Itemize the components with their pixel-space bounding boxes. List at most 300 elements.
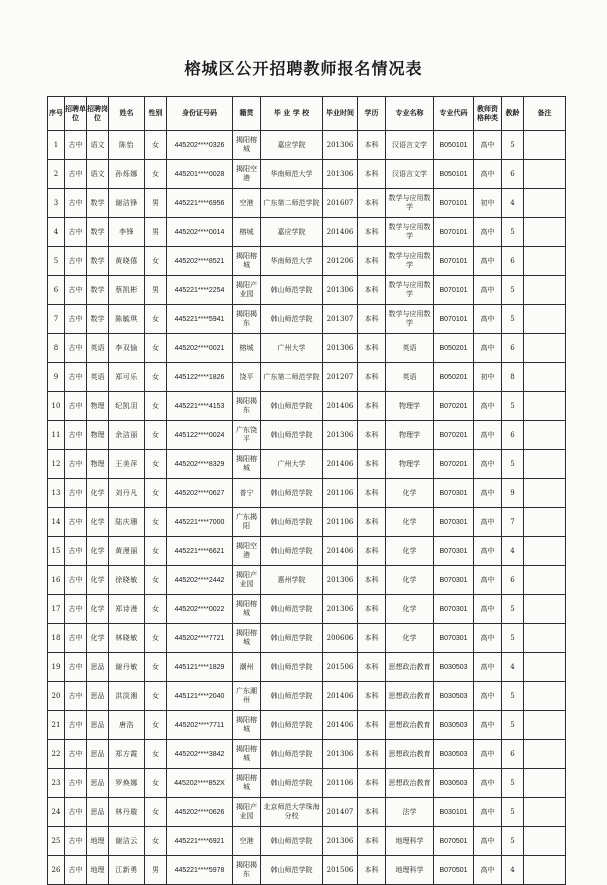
cell-certificate-type: 高中 [474,247,502,276]
cell-native-place: 普宁 [233,479,261,508]
cell-remarks [524,479,566,508]
cell-teaching-years: 5 [502,769,524,798]
cell-code: B050201 [434,334,474,363]
cell-name: 陆庆珊 [109,508,145,537]
cell-gender: 女 [145,392,167,421]
cell-native-place: 揭阳揭东 [233,392,261,421]
cell-post: 数学 [87,218,109,247]
table-row [48,305,566,334]
table-row [48,508,566,537]
cell-index: 11 [48,421,65,450]
cell-gender: 女 [145,363,167,392]
cell-graduation-date: 201607 [323,189,358,218]
cell-post: 数学 [87,189,109,218]
cell-native-place: 揭阳产业园 [233,798,261,827]
cell-post: 物理 [87,421,109,450]
cell-teaching-years: 5 [502,682,524,711]
cell-native-place: 潮州 [233,653,261,682]
cell-teaching-years: 5 [502,595,524,624]
cell-index: 17 [48,595,65,624]
cell-post: 化学 [87,479,109,508]
cell-teaching-years: 8 [502,363,524,392]
cell-gender: 女 [145,624,167,653]
cell-gender: 女 [145,508,167,537]
cell-gender: 女 [145,450,167,479]
cell-native-place: 揭阳榕城 [233,131,261,160]
cell-unit: 古中 [65,856,87,885]
cell-remarks [524,798,566,827]
cell-graduation-date: 201306 [323,334,358,363]
cell-id: 445221****6621 [167,537,233,566]
cell-degree: 本科 [358,363,386,392]
cell-gender: 女 [145,247,167,276]
cell-remarks [524,653,566,682]
cell-school: 韩山师范学院 [261,508,323,537]
cell-unit: 古中 [65,566,87,595]
cell-graduation-date: 201406 [323,682,358,711]
cell-school: 嘉应学院 [261,218,323,247]
cell-major: 英语 [386,363,434,392]
header-cell-major-code: 专业代码 [434,97,474,131]
cell-code: B070101 [434,218,474,247]
cell-teaching-years: 6 [502,247,524,276]
cell-id: 445122****1826 [167,363,233,392]
table-row [48,653,566,682]
cell-code: B070301 [434,537,474,566]
cell-code: B070501 [434,827,474,856]
cell-unit: 古中 [65,131,87,160]
cell-graduation-date: 201406 [323,711,358,740]
cell-name: 黄晓僖 [109,247,145,276]
cell-degree: 本科 [358,218,386,247]
cell-unit: 古中 [65,247,87,276]
cell-code: B070101 [434,189,474,218]
cell-graduation-date: 201406 [323,450,358,479]
cell-post: 思品 [87,682,109,711]
cell-remarks [524,566,566,595]
cell-index: 5 [48,247,65,276]
header-cell-post: 招聘岗位 [87,97,109,131]
cell-code: B030503 [434,682,474,711]
cell-gender: 男 [145,218,167,247]
cell-major: 英语 [386,334,434,363]
cell-native-place: 空港 [233,189,261,218]
cell-teaching-years: 4 [502,653,524,682]
cell-native-place: 揭阳榕城 [233,740,261,769]
cell-certificate-type: 高中 [474,798,502,827]
cell-gender: 女 [145,798,167,827]
cell-native-place: 广东潮州 [233,682,261,711]
cell-code: B070301 [434,508,474,537]
cell-unit: 古中 [65,711,87,740]
cell-school: 韩山师范学院 [261,856,323,885]
cell-code: B030503 [434,711,474,740]
cell-graduation-date: 201306 [323,421,358,450]
cell-graduation-date: 201306 [323,160,358,189]
cell-graduation-date: 201306 [323,595,358,624]
page-title: 榕城区公开招聘教师报名情况表 [184,59,423,78]
cell-school: 广州大学 [261,450,323,479]
cell-id: 445202****8329 [167,450,233,479]
cell-native-place: 榕城 [233,334,261,363]
cell-gender: 女 [145,305,167,334]
cell-teaching-years: 6 [502,421,524,450]
cell-degree: 本科 [358,247,386,276]
table-row [48,276,566,305]
cell-graduation-date: 201106 [323,769,358,798]
table-row [48,334,566,363]
cell-native-place: 揭阳榕城 [233,769,261,798]
cell-name: 谢丹敏 [109,653,145,682]
cell-teaching-years: 5 [502,798,524,827]
cell-major: 数学与应用数学 [386,189,434,218]
cell-teaching-years: 5 [502,276,524,305]
cell-unit: 古中 [65,421,87,450]
cell-degree: 本科 [358,682,386,711]
cell-unit: 古中 [65,595,87,624]
cell-degree: 本科 [358,769,386,798]
cell-index: 19 [48,653,65,682]
cell-name: 谢洁锋 [109,189,145,218]
header-cell-teaching-years: 教龄 [502,97,524,131]
cell-gender: 女 [145,827,167,856]
cell-index: 18 [48,624,65,653]
cell-id: 445201****0028 [167,160,233,189]
cell-id: 445221****2254 [167,276,233,305]
cell-remarks [524,624,566,653]
cell-id: 445121****2040 [167,682,233,711]
cell-name: 黄漫丽 [109,537,145,566]
cell-graduation-date: 201306 [323,740,358,769]
cell-native-place: 揭阳空港 [233,160,261,189]
cell-id: 445221****6956 [167,189,233,218]
cell-name: 罗焕娜 [109,769,145,798]
cell-id: 445221****7000 [167,508,233,537]
cell-school: 韩山师范学院 [261,276,323,305]
cell-degree: 本科 [358,160,386,189]
cell-gender: 男 [145,189,167,218]
cell-teaching-years: 5 [502,305,524,334]
table-row [48,798,566,827]
cell-name: 陈毓琪 [109,305,145,334]
cell-school: 广东第二师范学院 [261,363,323,392]
cell-code: B050101 [434,160,474,189]
header-cell-school: 毕 业 学 校 [261,97,323,131]
cell-teaching-years: 4 [502,856,524,885]
cell-native-place: 饶平 [233,363,261,392]
cell-native-place: 揭阳产业园 [233,566,261,595]
cell-degree: 本科 [358,276,386,305]
table-row [48,392,566,421]
cell-degree: 本科 [358,595,386,624]
table-row [48,624,566,653]
cell-name: 林丹璇 [109,798,145,827]
cell-index: 25 [48,827,65,856]
cell-post: 思品 [87,798,109,827]
cell-degree: 本科 [358,479,386,508]
header-cell-major: 专业名称 [386,97,434,131]
cell-index: 2 [48,160,65,189]
cell-teaching-years: 5 [502,624,524,653]
header-cell-index: 序号 [48,97,65,131]
cell-native-place: 揭阳产业园 [233,276,261,305]
cell-native-place: 揭阳榕城 [233,624,261,653]
cell-graduation-date: 201506 [323,653,358,682]
cell-name: 纪凯羽 [109,392,145,421]
cell-native-place: 空港 [233,827,261,856]
cell-post: 英语 [87,363,109,392]
cell-school: 广州大学 [261,334,323,363]
cell-remarks [524,827,566,856]
cell-index: 3 [48,189,65,218]
cell-unit: 古中 [65,160,87,189]
cell-degree: 本科 [358,653,386,682]
cell-gender: 女 [145,334,167,363]
header-cell-unit: 招聘单位 [65,97,87,131]
cell-index: 15 [48,537,65,566]
cell-major: 化学 [386,624,434,653]
cell-remarks [524,421,566,450]
cell-index: 10 [48,392,65,421]
cell-unit: 古中 [65,740,87,769]
cell-remarks [524,537,566,566]
table-row [48,189,566,218]
cell-school: 广东第二师范学院 [261,189,323,218]
cell-teaching-years: 6 [502,740,524,769]
cell-certificate-type: 高中 [474,856,502,885]
cell-native-place: 揭阳空港 [233,537,261,566]
cell-code: B070101 [434,305,474,334]
table-row [48,363,566,392]
cell-graduation-date: 201307 [323,305,358,334]
cell-certificate-type: 高中 [474,711,502,740]
cell-post: 数学 [87,305,109,334]
cell-school: 韩山师范学院 [261,827,323,856]
cell-teaching-years: 6 [502,160,524,189]
cell-id: 445202****3842 [167,740,233,769]
cell-native-place: 揭阳榕城 [233,595,261,624]
cell-school: 韩山师范学院 [261,305,323,334]
cell-graduation-date: 201406 [323,392,358,421]
cell-index: 20 [48,682,65,711]
cell-gender: 女 [145,682,167,711]
applicant-table [47,96,566,885]
cell-gender: 女 [145,131,167,160]
cell-index: 6 [48,276,65,305]
cell-graduation-date: 201106 [323,508,358,537]
cell-post: 思品 [87,740,109,769]
cell-degree: 本科 [358,450,386,479]
cell-remarks [524,189,566,218]
cell-remarks [524,160,566,189]
cell-major: 地理科学 [386,827,434,856]
cell-gender: 女 [145,740,167,769]
cell-unit: 古中 [65,218,87,247]
cell-code: B030503 [434,769,474,798]
cell-certificate-type: 高中 [474,160,502,189]
cell-name: 郑诗漫 [109,595,145,624]
cell-name: 唐浩 [109,711,145,740]
cell-remarks [524,508,566,537]
cell-unit: 古中 [65,798,87,827]
cell-remarks [524,595,566,624]
cell-degree: 本科 [358,624,386,653]
cell-name: 余洁丽 [109,421,145,450]
cell-school: 韩山师范学院 [261,711,323,740]
cell-certificate-type: 初中 [474,189,502,218]
cell-teaching-years: 5 [502,827,524,856]
cell-code: B070301 [434,566,474,595]
cell-teaching-years: 4 [502,189,524,218]
cell-post: 化学 [87,624,109,653]
cell-code: B050201 [434,363,474,392]
cell-id: 445221****5941 [167,305,233,334]
cell-post: 语文 [87,131,109,160]
cell-graduation-date: 201406 [323,218,358,247]
cell-id: 445202****2442 [167,566,233,595]
cell-index: 13 [48,479,65,508]
cell-graduation-date: 201506 [323,856,358,885]
cell-code: B070301 [434,595,474,624]
cell-major: 化学 [386,537,434,566]
cell-certificate-type: 高中 [474,305,502,334]
cell-gender: 女 [145,653,167,682]
cell-remarks [524,769,566,798]
cell-major: 思想政治教育 [386,740,434,769]
cell-major: 物理学 [386,392,434,421]
cell-unit: 古中 [65,363,87,392]
cell-teaching-years: 7 [502,508,524,537]
cell-name: 李锋 [109,218,145,247]
cell-name: 陈怡 [109,131,145,160]
cell-major: 思想政治教育 [386,711,434,740]
cell-unit: 古中 [65,305,87,334]
cell-code: B050101 [434,131,474,160]
cell-unit: 古中 [65,653,87,682]
cell-gender: 女 [145,479,167,508]
cell-major: 化学 [386,508,434,537]
cell-graduation-date: 201206 [323,247,358,276]
cell-code: B070301 [434,479,474,508]
cell-index: 12 [48,450,65,479]
cell-school: 韩山师范学院 [261,479,323,508]
cell-id: 445202****7711 [167,711,233,740]
cell-school: 韩山师范学院 [261,682,323,711]
cell-certificate-type: 高中 [474,827,502,856]
table-body [48,131,566,885]
cell-degree: 本科 [358,711,386,740]
cell-certificate-type: 高中 [474,450,502,479]
cell-post: 化学 [87,537,109,566]
cell-gender: 男 [145,276,167,305]
cell-school: 韩山师范学院 [261,421,323,450]
cell-unit: 古中 [65,334,87,363]
cell-native-place: 广东饶平 [233,421,261,450]
table-row [48,856,566,885]
cell-degree: 本科 [358,798,386,827]
cell-major: 思想政治教育 [386,653,434,682]
cell-gender: 女 [145,566,167,595]
cell-unit: 古中 [65,479,87,508]
cell-teaching-years: 5 [502,131,524,160]
cell-code: B070501 [434,856,474,885]
cell-id: 445202****7721 [167,624,233,653]
cell-id: 445221****5978 [167,856,233,885]
cell-school: 北京师范大学珠海分校 [261,798,323,827]
cell-major: 汉语言文学 [386,160,434,189]
cell-school: 华南师范大学 [261,247,323,276]
cell-school: 韩山师范学院 [261,537,323,566]
cell-code: B030101 [434,798,474,827]
cell-gender: 女 [145,160,167,189]
cell-degree: 本科 [358,566,386,595]
cell-major: 数学与应用数学 [386,276,434,305]
cell-code: B030503 [434,653,474,682]
cell-id: 445202****0022 [167,595,233,624]
cell-post: 地理 [87,856,109,885]
cell-teaching-years: 5 [502,392,524,421]
cell-unit: 古中 [65,392,87,421]
cell-certificate-type: 高中 [474,537,502,566]
table-row [48,827,566,856]
cell-unit: 古中 [65,682,87,711]
cell-id: 445122****0024 [167,421,233,450]
table-row [48,421,566,450]
cell-graduation-date: 201407 [323,798,358,827]
cell-degree: 本科 [358,131,386,160]
cell-certificate-type: 高中 [474,276,502,305]
cell-unit: 古中 [65,189,87,218]
cell-remarks [524,247,566,276]
cell-remarks [524,711,566,740]
cell-major: 数学与应用数学 [386,247,434,276]
cell-certificate-type: 高中 [474,769,502,798]
cell-id: 445202****8521 [167,247,233,276]
cell-major: 物理学 [386,421,434,450]
cell-index: 1 [48,131,65,160]
header-cell-native-place: 籍贯 [233,97,261,131]
cell-index: 14 [48,508,65,537]
cell-school: 惠州学院 [261,566,323,595]
table-row [48,682,566,711]
cell-index: 7 [48,305,65,334]
header-cell-gender: 性别 [145,97,167,131]
cell-teaching-years: 4 [502,537,524,566]
cell-graduation-date: 201306 [323,827,358,856]
cell-remarks [524,682,566,711]
cell-name: 王美萍 [109,450,145,479]
cell-index: 16 [48,566,65,595]
cell-teaching-years: 6 [502,334,524,363]
cell-unit: 古中 [65,508,87,537]
cell-graduation-date: 201207 [323,363,358,392]
cell-degree: 本科 [358,827,386,856]
cell-certificate-type: 高中 [474,653,502,682]
cell-native-place: 揭阳榕城 [233,247,261,276]
cell-id: 445221****6921 [167,827,233,856]
cell-certificate-type: 高中 [474,624,502,653]
cell-index: 23 [48,769,65,798]
cell-major: 数学与应用数学 [386,218,434,247]
table-row [48,160,566,189]
cell-major: 思想政治教育 [386,769,434,798]
cell-gender: 女 [145,595,167,624]
cell-code: B070101 [434,247,474,276]
cell-major: 地理科学 [386,856,434,885]
cell-teaching-years: 5 [502,218,524,247]
cell-index: 8 [48,334,65,363]
cell-id: 445121****1829 [167,653,233,682]
